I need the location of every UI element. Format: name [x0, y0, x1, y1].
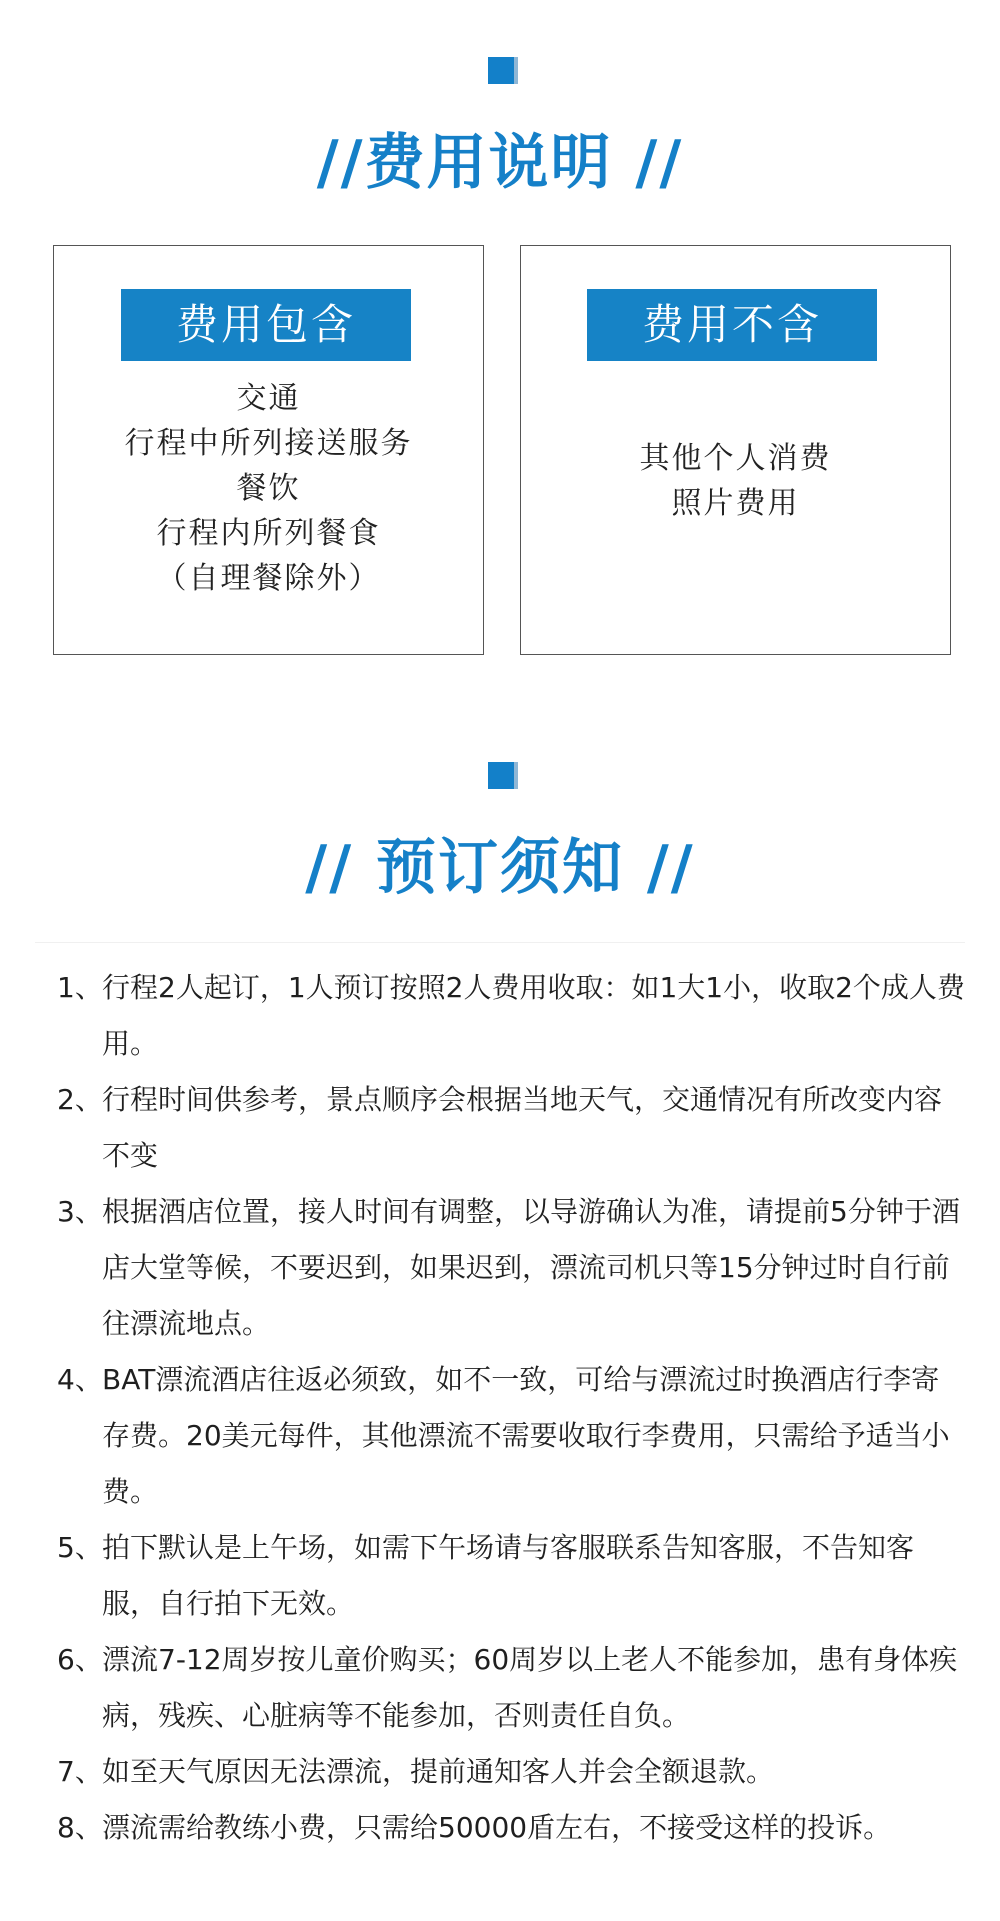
note-number: 2、	[57, 1083, 103, 1116]
note-text: 行程时间供参考，景点顺序会根据当地天气，交通情况有所改变内容不变	[102, 1083, 943, 1172]
list-item	[57, 1800, 967, 1856]
note-number: 5、	[57, 1531, 103, 1564]
list-item	[57, 1520, 967, 1632]
note-number: 7、	[57, 1755, 103, 1788]
fees-excluded-header: 费用不含	[587, 289, 877, 361]
booking-notes-list	[57, 960, 967, 1856]
fees-included-list	[54, 376, 483, 601]
fees-included-item: 交通	[236, 381, 301, 416]
booking-section-title: // 预订须知 //	[305, 833, 695, 903]
list-item	[57, 1352, 967, 1520]
note-text: 如至天气原因无法漂流，提前通知客人并会全额退款。	[102, 1755, 775, 1788]
note-text: 行程2人起订，1人预订按照2人费用收取：如1大1小，收取2个成人费用。	[102, 971, 965, 1060]
note-text: 拍下默认是上午场，如需下午场请与客服联系告知客服，不告知客服，自行拍下无效。	[102, 1531, 915, 1620]
fees-included-header: 费用包含	[121, 289, 411, 361]
fees-included-box	[53, 245, 484, 655]
fees-section-title: //费用说明 //	[316, 128, 684, 198]
list-item	[57, 1184, 967, 1352]
list-item	[57, 1744, 967, 1800]
note-number: 4、	[57, 1363, 103, 1396]
section-marker-icon	[488, 762, 518, 789]
list-item	[57, 960, 967, 1072]
section-marker-icon	[488, 57, 518, 84]
note-number: 3、	[57, 1195, 103, 1228]
fees-included-item: 行程中所列接送服务	[124, 426, 413, 461]
note-text: BAT漂流酒店往返必须致，如不一致，可给与漂流过时换酒店行李寄存费。20美元每件，其他漂流不需要收取行李费用，只需给予适当小费。	[102, 1363, 950, 1508]
fees-excluded-item: 其他个人消费	[639, 441, 832, 476]
fees-excluded-item: 照片费用	[671, 486, 800, 521]
note-text: 漂流7-12周岁按儿童价购买；60周岁以上老人不能参加，患有身体疾病，残疾、心脏病等不能参加，否则责任自负。	[102, 1643, 958, 1732]
note-number: 6、	[57, 1643, 103, 1676]
note-number: 8、	[57, 1811, 103, 1844]
list-item	[57, 1072, 967, 1184]
note-text: 漂流需给教练小费，只需给50000盾左右，不接受这样的投诉。	[102, 1811, 892, 1844]
section-divider	[35, 942, 965, 943]
note-text: 根据酒店位置，接人时间有调整，以导游确认为准，请提前5分钟于酒店大堂等候，不要迟到，如果迟到，漂流司机只等15分钟过时自行前往漂流地点。	[102, 1195, 960, 1340]
note-number: 1、	[57, 971, 103, 1004]
fees-excluded-list	[521, 436, 950, 526]
fees-included-item: 行程内所列餐食	[156, 516, 381, 551]
fees-included-item: （自理餐除外）	[156, 561, 381, 596]
list-item	[57, 1632, 967, 1744]
fees-included-item: 餐饮	[236, 471, 301, 506]
fees-excluded-box	[520, 245, 951, 655]
